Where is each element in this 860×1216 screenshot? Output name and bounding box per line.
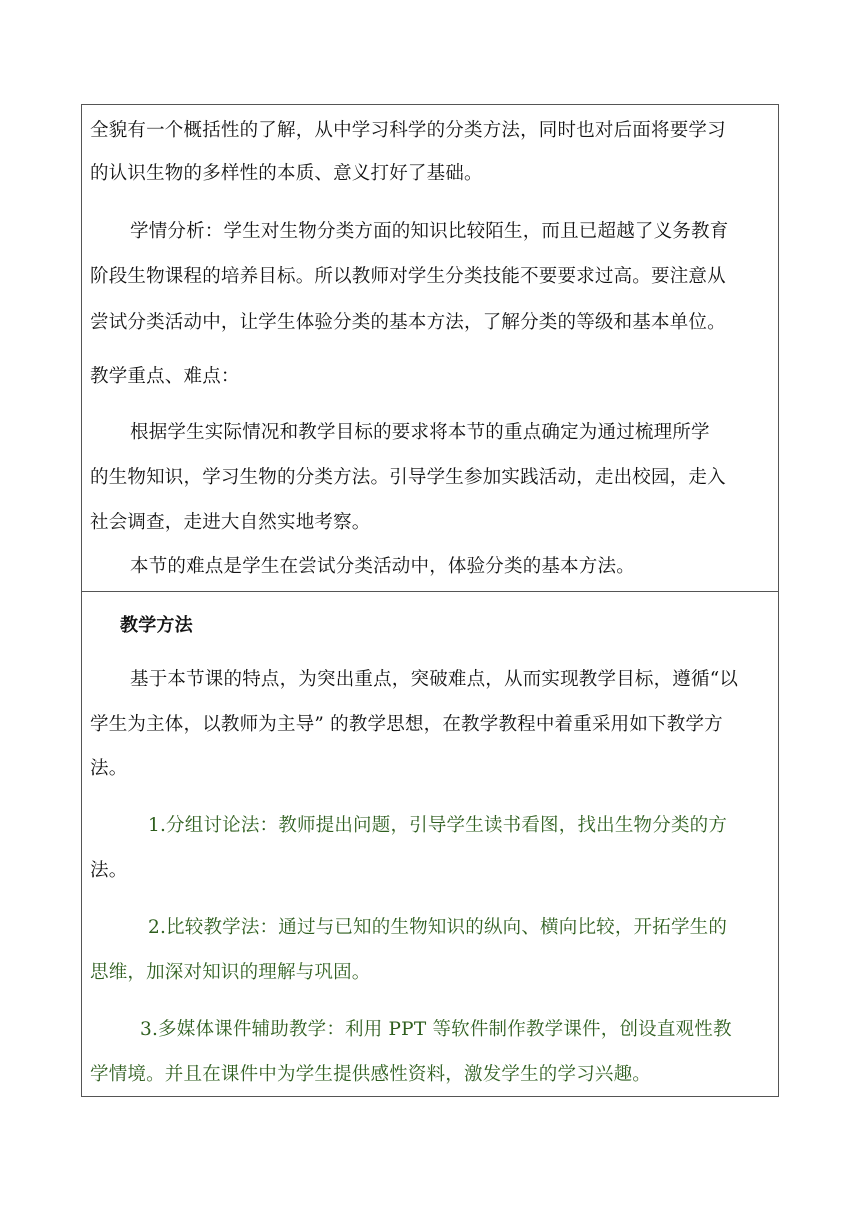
paragraph-line: 学情分析：学生对生物分类方面的知识比较陌生，而且已超越了义务教育 — [130, 221, 729, 242]
paragraph-line: 全貌有一个概括性的了解，从中学习科学的分类方法，同时也对后面将要学习 — [90, 120, 726, 141]
paragraph-line: 学生为主体，以教师为主导” 的教学思想，在教学教程中着重采用如下教学方 — [90, 714, 723, 735]
paragraph-line: 根据学生实际情况和教学目标的要求将本节的重点确定为通过梳理所学 — [130, 422, 710, 443]
method-item-3: 3.多媒体课件辅助教学：利用 PPT 等软件制作教学课件，创设直观性教 — [140, 1019, 732, 1040]
paragraph-line: 的生物知识，学习生物的分类方法。引导学生参加实践活动，走出校园，走入 — [90, 467, 726, 488]
methods-title: 教学方法 — [120, 615, 193, 636]
paragraph-line: 基于本节课的特点，为突出重点，突破难点，从而实现教学目标，遵循“以 — [130, 669, 739, 690]
section-heading: 教学重点、难点： — [90, 366, 240, 387]
analysis-cell — [82, 105, 778, 592]
method-item-2-cont: 思维，加深对知识的理解与巩固。 — [90, 962, 371, 983]
paragraph-line: 法。 — [90, 758, 128, 779]
methods-cell — [82, 592, 778, 1096]
method-item-1: 1.分组讨论法：教师提出问题，引导学生读书看图，找出生物分类的方 — [148, 815, 728, 836]
content-table — [81, 104, 779, 1097]
method-item-3-cont: 学情境。并且在课件中为学生提供感性资料，激发学生的学习兴趣。 — [90, 1064, 652, 1085]
method-item-1-cont: 法。 — [90, 860, 128, 881]
paragraph-line: 尝试分类活动中，让学生体验分类的基本方法，了解分类的等级和基本单位。 — [90, 312, 726, 333]
paragraph-line: 本节的难点是学生在尝试分类活动中，体验分类的基本方法。 — [130, 556, 635, 577]
paragraph-line: 社会调查，走进大自然实地考察。 — [90, 512, 371, 533]
method-item-2: 2.比较教学法：通过与已知的生物知识的纵向、横向比较，开拓学生的 — [148, 917, 728, 938]
paragraph-line: 阶段生物课程的培养目标。所以教师对学生分类技能不要要求过高。要注意从 — [90, 266, 726, 287]
paragraph-line: 的认识生物的多样性的本质、意义打好了基础。 — [90, 163, 483, 184]
